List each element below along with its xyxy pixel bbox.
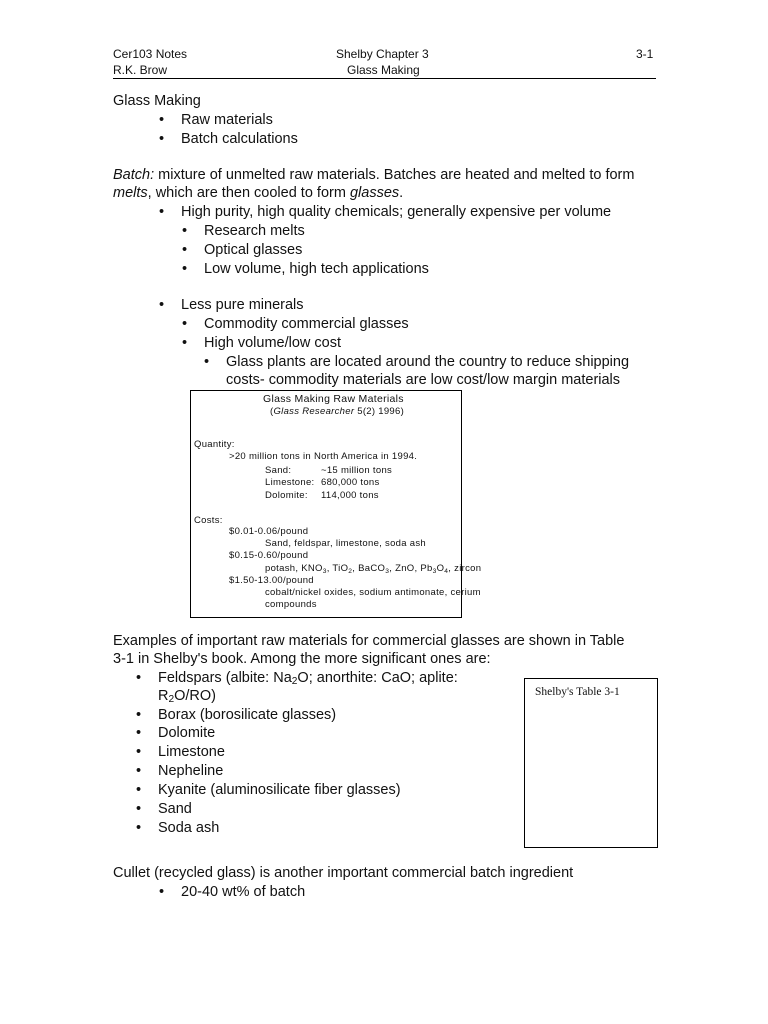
examples-intro-line2: 3-1 in Shelby's book. Among the more significant ones are: [113,651,491,667]
bullet-icon: • [136,744,142,760]
bullet-icon: • [159,204,165,220]
bullet-icon: • [182,223,188,239]
cost-tier-items: compounds [265,599,317,610]
bullet-icon: • [136,820,142,836]
batch-definition-line2: melts, which are then cooled to form glasses. [113,185,404,201]
examples-intro-line1: Examples of important raw materials for commercial glasses are shown in Table [113,633,625,649]
list-item-continuation: costs- commodity materials are low cost/low margin materials [226,372,621,388]
batch-definition-line1: Batch: mixture of unmelted raw materials. Batches are heated and melted to form [113,167,635,183]
section-title: Glass Making [113,93,201,109]
box-source: (Glass Researcher 5(2) 1996) [270,406,405,417]
material-item-continuation: $R_2O/RO$) [158,688,217,705]
cost-tier: $0.15-0.60/pound [229,550,309,561]
bullet-icon: • [182,261,188,277]
bullet-icon: • [182,335,188,351]
table-reference-label: Shelby's Table 3-1 [535,686,620,698]
header-chapter: Shelby Chapter 3 [336,47,429,61]
cullet-text: Cullet (recycled glass) is another important commercial batch ingredient [113,865,574,881]
cost-tier: $1.50-13.00/pound [229,575,314,586]
costs-label: Costs: [194,515,223,526]
quantity-row-value: 114,000 tons [321,490,379,501]
quantity-row-name: Sand: [265,465,292,476]
bullet-icon: • [182,242,188,258]
cost-tier-items: potash, $KNO_3$, TiO$_2$, BaCO$_3$, ZnO, $Pb_3O_4$, zircon [265,563,482,575]
cost-tier-items: Sand, feldspar, limestone, soda ash [265,538,427,549]
header-rule [113,78,656,79]
header-subtitle: Glass Making [347,63,420,77]
quantity-label: Quantity: [194,439,235,450]
header-course: Cer103 Notes [113,47,188,61]
bullet-icon: • [159,884,165,900]
bullet-icon: • [136,801,142,817]
bullet-icon: • [136,782,142,798]
bullet-icon: • [136,670,142,686]
quantity-row-name: Dolomite: [265,490,308,501]
quantity-total: >20 million tons in North America in 1994. [229,451,418,462]
bullet-icon: • [182,316,188,332]
bullet-icon: • [136,763,142,779]
bullet-icon: • [136,707,142,723]
header-author: R.K. Brow [113,63,168,77]
box-title: Glass Making Raw Materials [263,393,404,405]
bullet-icon: • [159,112,165,128]
cost-tier: $0.01-0.06/pound [229,526,309,537]
quantity-row-value: 680,000 tons [321,477,380,488]
bullet-icon: • [159,131,165,147]
bullet-icon: • [204,354,210,370]
quantity-row-value: ~15 million tons [321,465,393,476]
quantity-row-name: Limestone: [265,477,315,488]
raw-materials-box [190,390,482,618]
bullet-icon: • [159,297,165,313]
cost-tier-items: cobalt/nickel oxides, sodium antimonate, cerium [265,587,481,598]
header-page-number: 3-1 [636,47,654,61]
table-reference-box [524,678,658,848]
bullet-icon: • [136,725,142,741]
